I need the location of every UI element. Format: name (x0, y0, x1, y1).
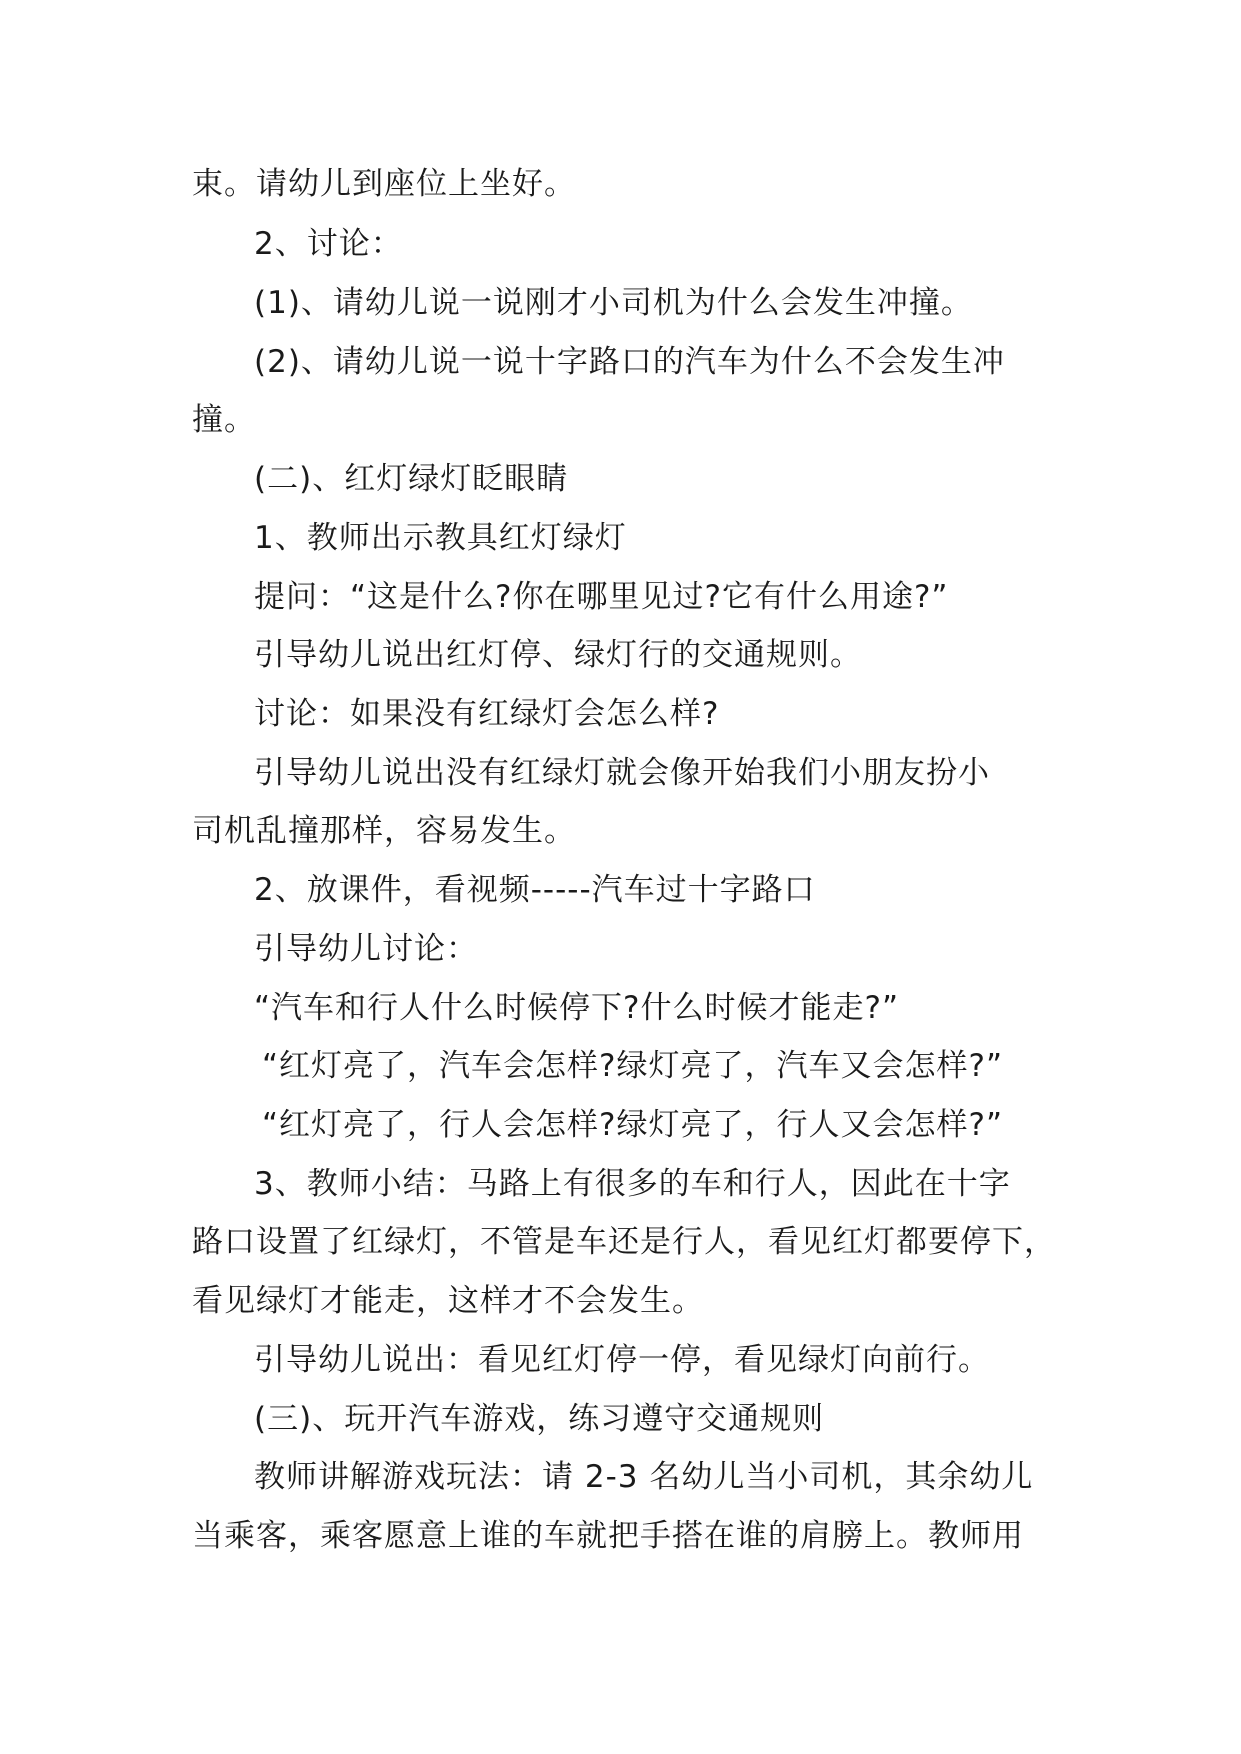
text-line: “红灯亮了，行人会怎样?绿灯亮了，行人又会怎样?” (262, 1107, 1004, 1143)
text-line: 路口设置了红绿灯，不管是车还是行人，看见红灯都要停下， (192, 1224, 1056, 1260)
text-line: (二)、红灯绿灯眨眼睛 (254, 461, 569, 497)
text-line: 3、教师小结：马路上有很多的车和行人，因此在十字 (254, 1166, 1011, 1202)
text-line: (三)、玩开汽车游戏，练习遵守交通规则 (254, 1401, 825, 1437)
text-line: 束。请幼儿到座位上坐好。 (192, 166, 576, 202)
text-line: 撞。 (192, 402, 256, 438)
text-line: 1、教师出示教具红灯绿灯 (254, 520, 627, 556)
text-line: 当乘客，乘客愿意上谁的车就把手搭在谁的肩膀上。教师用 (192, 1518, 1024, 1554)
text-line: 教师讲解游戏玩法：请 2-3 名幼儿当小司机，其余幼儿 (254, 1459, 1034, 1495)
text-line: 2、讨论： (254, 226, 403, 262)
text-line: “红灯亮了，汽车会怎样?绿灯亮了，汽车又会怎样?” (262, 1048, 1004, 1084)
text-line: (1)、请幼儿说一说刚才小司机为什么会发生冲撞。 (254, 285, 973, 321)
text-line: 提问：“这是什么?你在哪里见过?它有什么用途?” (254, 579, 949, 615)
text-line: 引导幼儿说出没有红绿灯就会像开始我们小朋友扮小 (254, 755, 990, 791)
text-line: 引导幼儿说出：看见红灯停一停，看见绿灯向前行。 (254, 1342, 990, 1378)
text-line: 看见绿灯才能走，这样才不会发生。 (192, 1283, 704, 1319)
text-line: 2、放课件，看视频-----汽车过十字路口 (254, 872, 816, 908)
text-line: 讨论：如果没有红绿灯会怎么样? (254, 696, 720, 732)
text-line: (2)、请幼儿说一说十字路口的汽车为什么不会发生冲 (254, 344, 1005, 380)
text-line: 引导幼儿讨论： (254, 931, 478, 967)
text-line: 司机乱撞那样，容易发生。 (192, 813, 576, 849)
text-line: “汽车和行人什么时候停下?什么时候才能走?” (254, 990, 900, 1026)
text-line: 引导幼儿说出红灯停、绿灯行的交通规则。 (254, 637, 862, 673)
